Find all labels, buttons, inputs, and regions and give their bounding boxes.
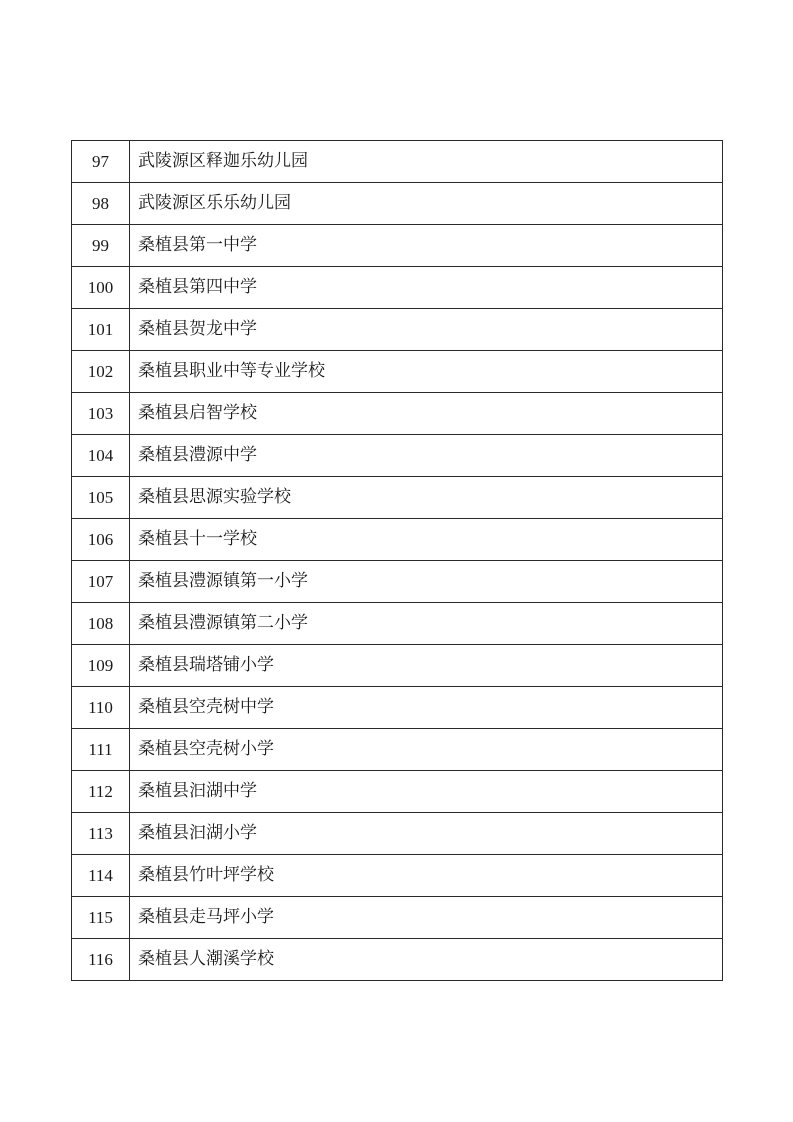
school-name: 桑植县瑞塔铺小学: [130, 645, 723, 687]
school-name: 桑植县空壳树小学: [130, 729, 723, 771]
row-number: 106: [72, 519, 130, 561]
school-name: 桑植县澧源中学: [130, 435, 723, 477]
row-number: 107: [72, 561, 130, 603]
row-number: 98: [72, 183, 130, 225]
row-number: 104: [72, 435, 130, 477]
row-number: 112: [72, 771, 130, 813]
row-number: 109: [72, 645, 130, 687]
school-name: 桑植县贺龙中学: [130, 309, 723, 351]
table-row: [72, 351, 723, 393]
school-name: 桑植县澧源镇第二小学: [130, 603, 723, 645]
school-name: 桑植县走马坪小学: [130, 897, 723, 939]
school-name: 桑植县启智学校: [130, 393, 723, 435]
row-number: 99: [72, 225, 130, 267]
table-row: [72, 225, 723, 267]
table-row: [72, 477, 723, 519]
table-row: [72, 897, 723, 939]
row-number: 110: [72, 687, 130, 729]
table-row: [72, 771, 723, 813]
school-name: 武陵源区乐乐幼儿园: [130, 183, 723, 225]
row-number: 113: [72, 813, 130, 855]
row-number: 102: [72, 351, 130, 393]
table-row: [72, 729, 723, 771]
school-list-table: [71, 140, 723, 981]
school-name: 桑植县人潮溪学校: [130, 939, 723, 981]
row-number: 103: [72, 393, 130, 435]
row-number: 108: [72, 603, 130, 645]
table-row: [72, 645, 723, 687]
school-name: 桑植县思源实验学校: [130, 477, 723, 519]
table-row: [72, 435, 723, 477]
table-row: [72, 309, 723, 351]
school-name: 桑植县职业中等专业学校: [130, 351, 723, 393]
table-row: [72, 519, 723, 561]
table-row: [72, 141, 723, 183]
table-body: [72, 141, 723, 981]
school-name: 桑植县空壳树中学: [130, 687, 723, 729]
row-number: 101: [72, 309, 130, 351]
table-row: [72, 561, 723, 603]
table-row: [72, 855, 723, 897]
row-number: 105: [72, 477, 130, 519]
school-name: 桑植县竹叶坪学校: [130, 855, 723, 897]
table-row: [72, 183, 723, 225]
school-name: 桑植县第四中学: [130, 267, 723, 309]
school-name: 桑植县汩湖小学: [130, 813, 723, 855]
row-number: 115: [72, 897, 130, 939]
row-number: 111: [72, 729, 130, 771]
row-number: 97: [72, 141, 130, 183]
table-row: [72, 687, 723, 729]
table-row: [72, 393, 723, 435]
row-number: 116: [72, 939, 130, 981]
school-name: 桑植县第一中学: [130, 225, 723, 267]
table-row: [72, 603, 723, 645]
school-name: 武陵源区释迦乐幼儿园: [130, 141, 723, 183]
school-name: 桑植县汩湖中学: [130, 771, 723, 813]
table-row: [72, 813, 723, 855]
table-row: [72, 267, 723, 309]
school-name: 桑植县澧源镇第一小学: [130, 561, 723, 603]
row-number: 100: [72, 267, 130, 309]
school-name: 桑植县十一学校: [130, 519, 723, 561]
row-number: 114: [72, 855, 130, 897]
table-row: [72, 939, 723, 981]
